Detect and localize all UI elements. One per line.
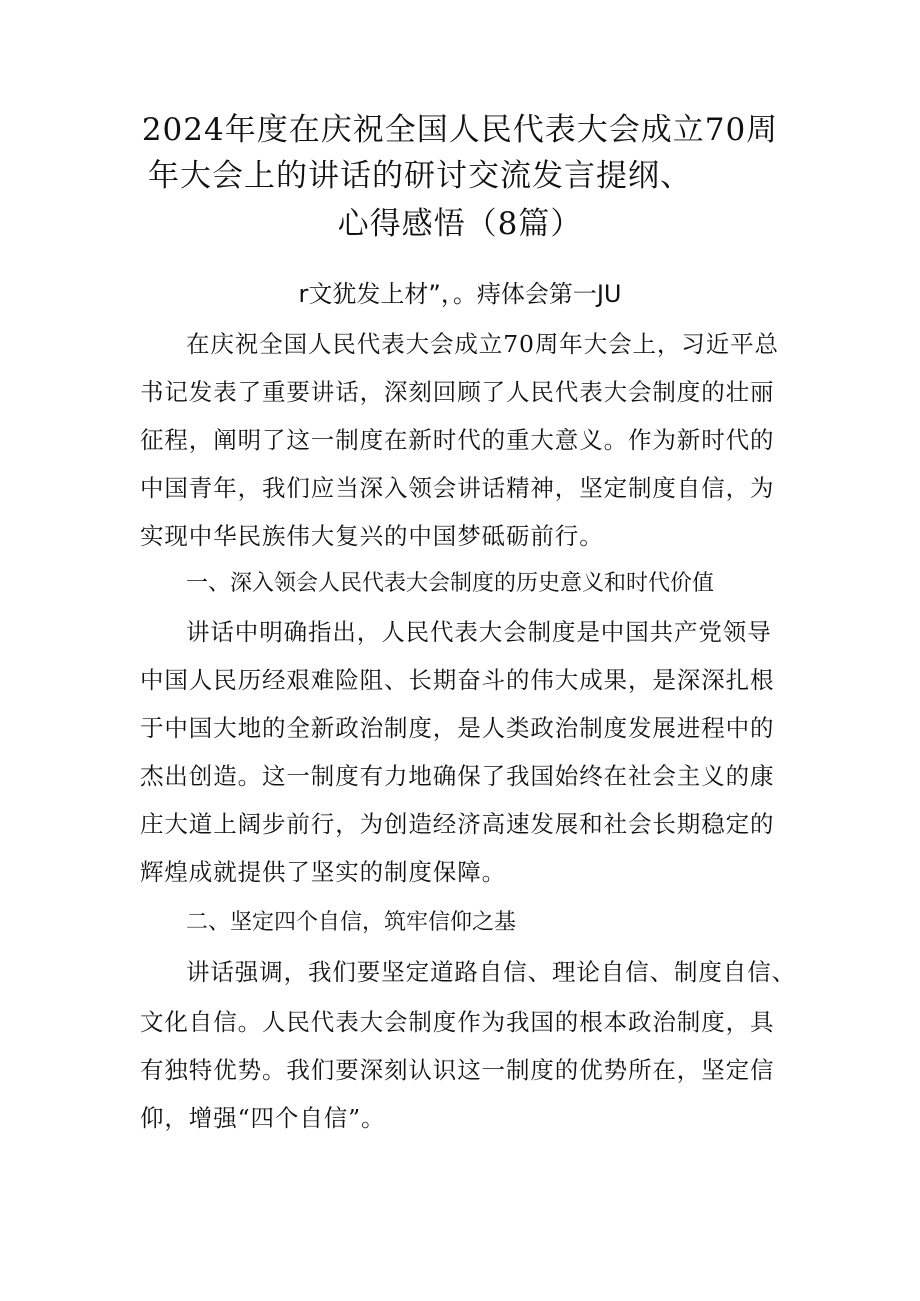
paragraph-2-line: 辉煌成就提供了坚实的制度保障。 [140, 858, 506, 886]
paragraph-1-line: 在庆祝全国人民代表大会成立70周年大会上，习近平总 [186, 330, 779, 358]
section-subtitle: r文犹发上材”，。痔体会第一JU [298, 280, 622, 308]
paragraph-2-line: 杰出创造。这一制度有力地确保了我国始终在社会主义的康 [140, 762, 775, 790]
paragraph-1-line: 征程，阐明了这一制度在新时代的重大意义。作为新时代的 [140, 426, 775, 454]
document-title-line-3: 心得感悟（8篇） [337, 206, 583, 242]
section-heading-2: 二、坚定四个自信，筑牢信仰之基 [186, 910, 517, 935]
paragraph-1-line: 中国青年，我们应当深入领会讲话精神，坚定制度自信，为 [140, 474, 775, 502]
paragraph-3-line: 文化自信。人民代表大会制度作为我国的根本政治制度，具 [140, 1008, 775, 1036]
paragraph-1-line: 实现中华民族伟大复兴的中国梦砥砺前行。 [140, 522, 604, 550]
paragraph-2-line: 庄大道上阔步前行，为创造经济高速发展和社会长期稳定的 [140, 810, 775, 838]
paragraph-2-line: 讲话中明确指出，人民代表大会制度是中国共产党领导 [186, 618, 772, 646]
paragraph-3-line: 仰，增强“四个自信”。 [140, 1104, 386, 1132]
section-heading-1: 一、深入领会人民代表大会制度的历史意义和时代价值 [186, 571, 715, 596]
paragraph-3-line: 讲话强调，我们要坚定道路自信、理论自信、制度自信、 [186, 958, 796, 986]
document-title-line-2: 年大会上的讲话的研讨交流发言提纲、 [148, 158, 692, 194]
paragraph-1-line: 书记发表了重要讲话，深刻回顾了人民代表大会制度的壮丽 [140, 378, 775, 406]
paragraph-3-line: 有独特优势。我们要深刻认识这一制度的优势所在，坚定信 [140, 1056, 775, 1084]
paragraph-2-line: 于中国大地的全新政治制度，是人类政治制度发展进程中的 [140, 714, 775, 742]
paragraph-2-line: 中国人民历经艰难险阻、长期奋斗的伟大成果，是深深扎根 [140, 666, 775, 694]
document-title-line-1: 2024年度在庆祝全国人民代表大会成立70周 [141, 112, 779, 148]
